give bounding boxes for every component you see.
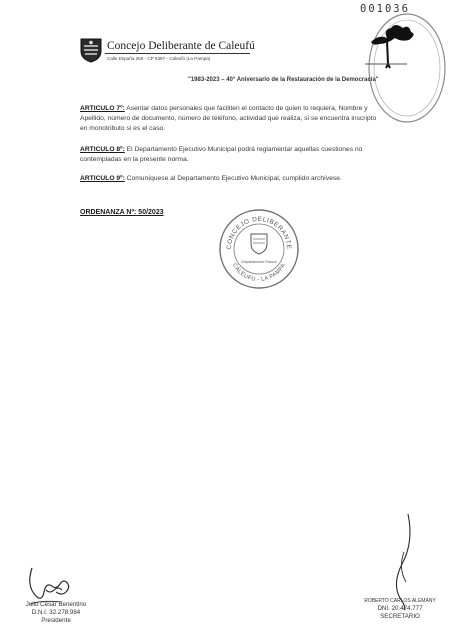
article-8-text: El Departamento Ejecutivo Municipal podrá reglamentar aquellas cuestiones no contempladas en la presente norma. (80, 146, 363, 163)
seal-top-text: CONCEJO DELIBERANTE (225, 215, 293, 250)
council-address: Calle España 259 - CP 6387 - Caleufú (La Pampa) (107, 56, 211, 61)
right-signer-id: DNI. 20.474.777 (377, 605, 423, 612)
council-name: Concejo Deliberante de Caleufú (107, 40, 255, 52)
svg-text:CONCEJO DELIBERANTE (226, 216, 292, 250)
ordinance-number (80, 209, 164, 216)
left-signer-role: Presidente (41, 617, 71, 624)
article-9-text: Comuníquese al Departamento Ejecutivo Municipal, cumplido archívese. (124, 175, 342, 182)
article-8-label: ARTICULO 8º: (80, 146, 125, 153)
article-7 (80, 104, 380, 133)
article-8 (80, 145, 380, 165)
article-9-label: ARTICULO 9º: (80, 175, 125, 182)
council-round-seal (218, 208, 300, 290)
anniversary-banner: "1983-2023 – 40° Aniversario de la Restauración de la Democracia" (188, 77, 379, 83)
article-9 (80, 174, 380, 184)
left-signer-id: D.N.I. 32.278.984 (31, 609, 81, 616)
right-signer-role: SECRETARIO (380, 613, 420, 620)
article-7-label: ARTICULO 7º: (80, 105, 125, 112)
seal-inner-text: Departamento Rancul (241, 260, 277, 264)
council-logo-icon (79, 37, 103, 63)
article-7-text: Asentar datos personales que faciliten el contacto de quien lo requiera, Nombre y Apellido, número de documento, número de teléfono, actividad que realiza, si se encuentra inscripto en monotributo si es el caso. (80, 105, 377, 132)
document-number: 001036 (360, 3, 410, 15)
left-signer-name: Julio César Benentino (25, 601, 87, 608)
right-signature-block (356, 597, 444, 621)
left-signature-block (20, 601, 92, 625)
header-rule (105, 53, 250, 54)
ordinance-value: 50/2023 (136, 209, 164, 216)
right-signer-name: ROBERTO CARLOS ALEMANY (364, 598, 436, 604)
seal-bottom-text: CALEUFÚ - LA PAMPA (230, 262, 288, 284)
ordinance-label: ORDENANZA Nº: (80, 209, 137, 216)
svg-text:CALEUFÚ - LA PAMPA (231, 262, 287, 283)
